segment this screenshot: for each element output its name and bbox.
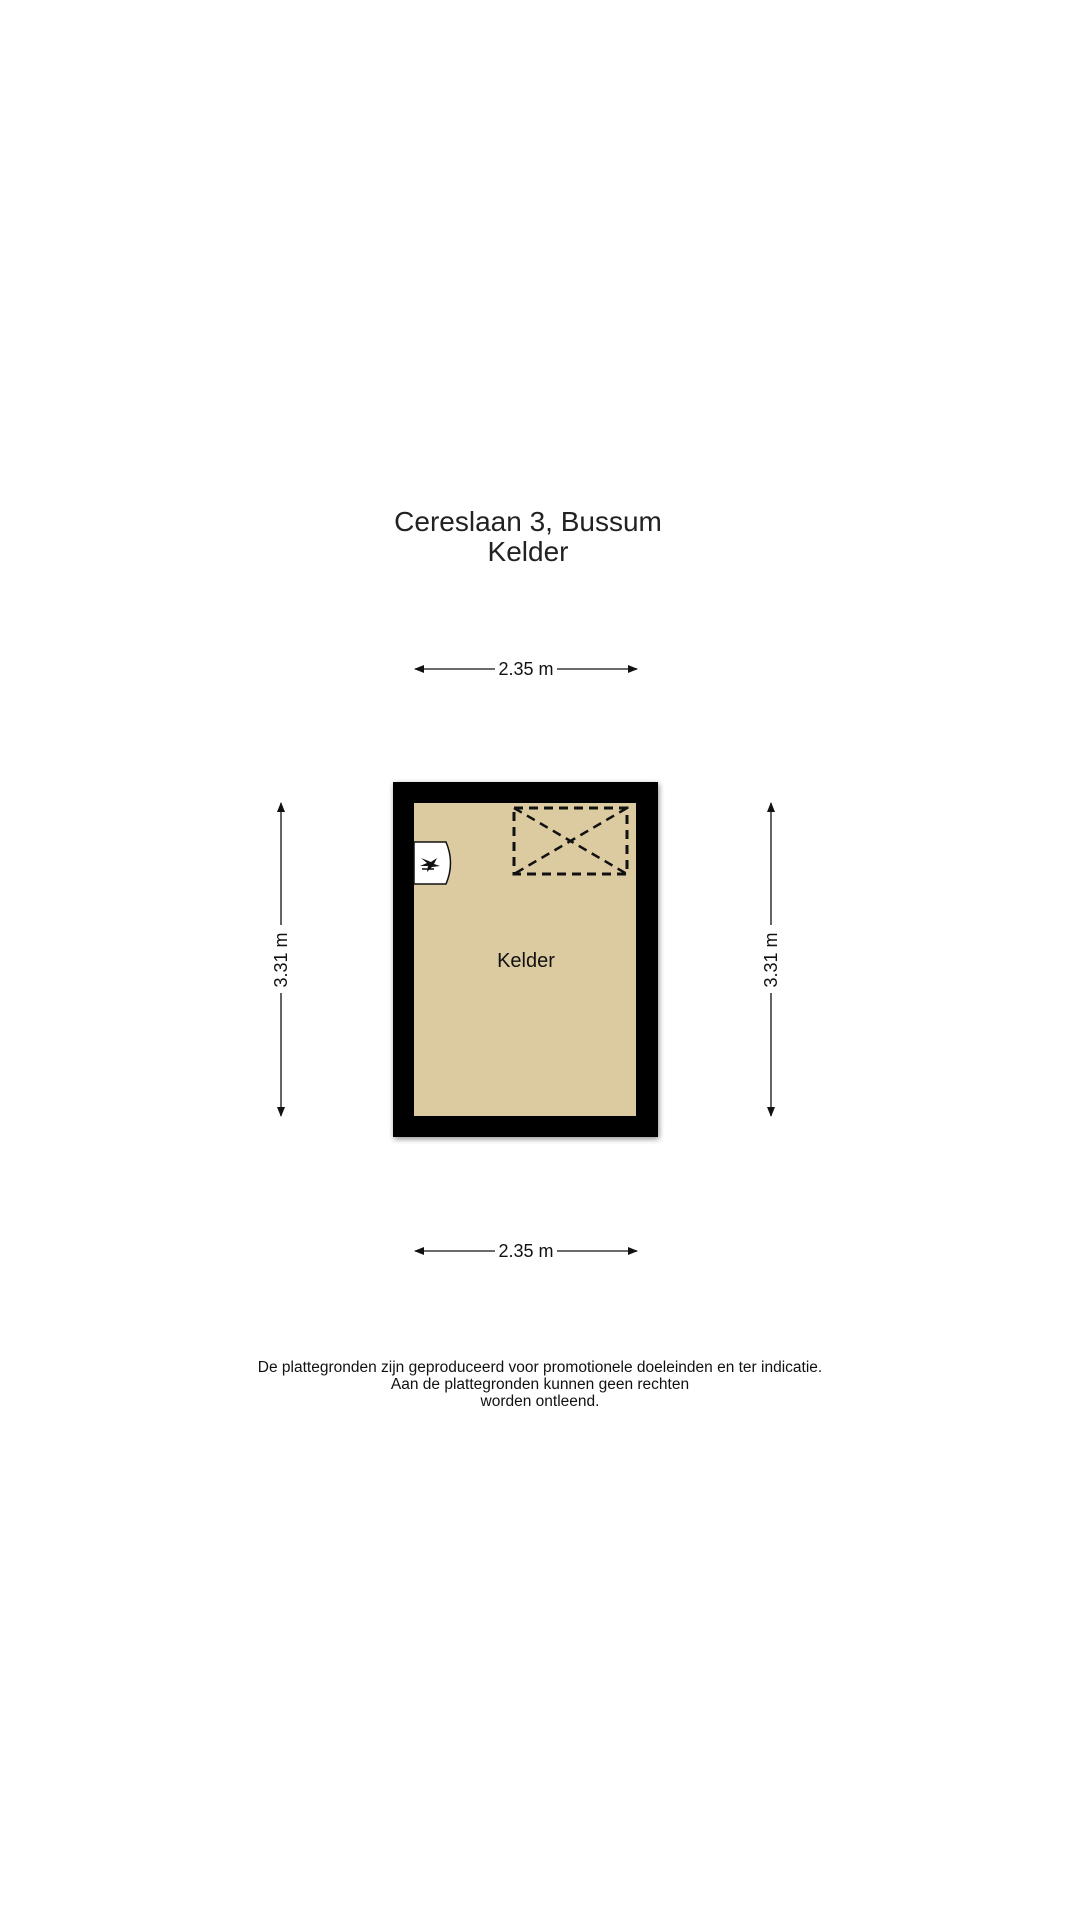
dimension-right: [761, 803, 781, 1116]
page-title: Cereslaan 3, Bussum: [394, 506, 662, 537]
floor-name: Kelder: [487, 536, 569, 567]
dimension-bottom: [415, 1241, 637, 1261]
disclaimer-line-1: De plattegronden zijn geproduceerd voor promotionele doeleinden en ter indicatie.: [257, 1359, 823, 1376]
dimension-left: [271, 803, 291, 1116]
boiler-icon: [414, 842, 451, 884]
disclaimer: [0, 1359, 1080, 1410]
room-label: Kelder: [497, 950, 555, 972]
dimension-top-label: 2.35 m: [498, 659, 554, 679]
dimension-left-label: 3.31 m: [271, 932, 291, 988]
dimension-right-label: 3.31 m: [761, 932, 781, 988]
disclaimer-line-2: Aan de plattegronden kunnen geen rechten: [390, 1376, 690, 1393]
dimension-bottom-label: 2.35 m: [498, 1241, 554, 1261]
dimension-top: [415, 659, 637, 679]
disclaimer-line-3: worden ontleend.: [480, 1393, 600, 1410]
